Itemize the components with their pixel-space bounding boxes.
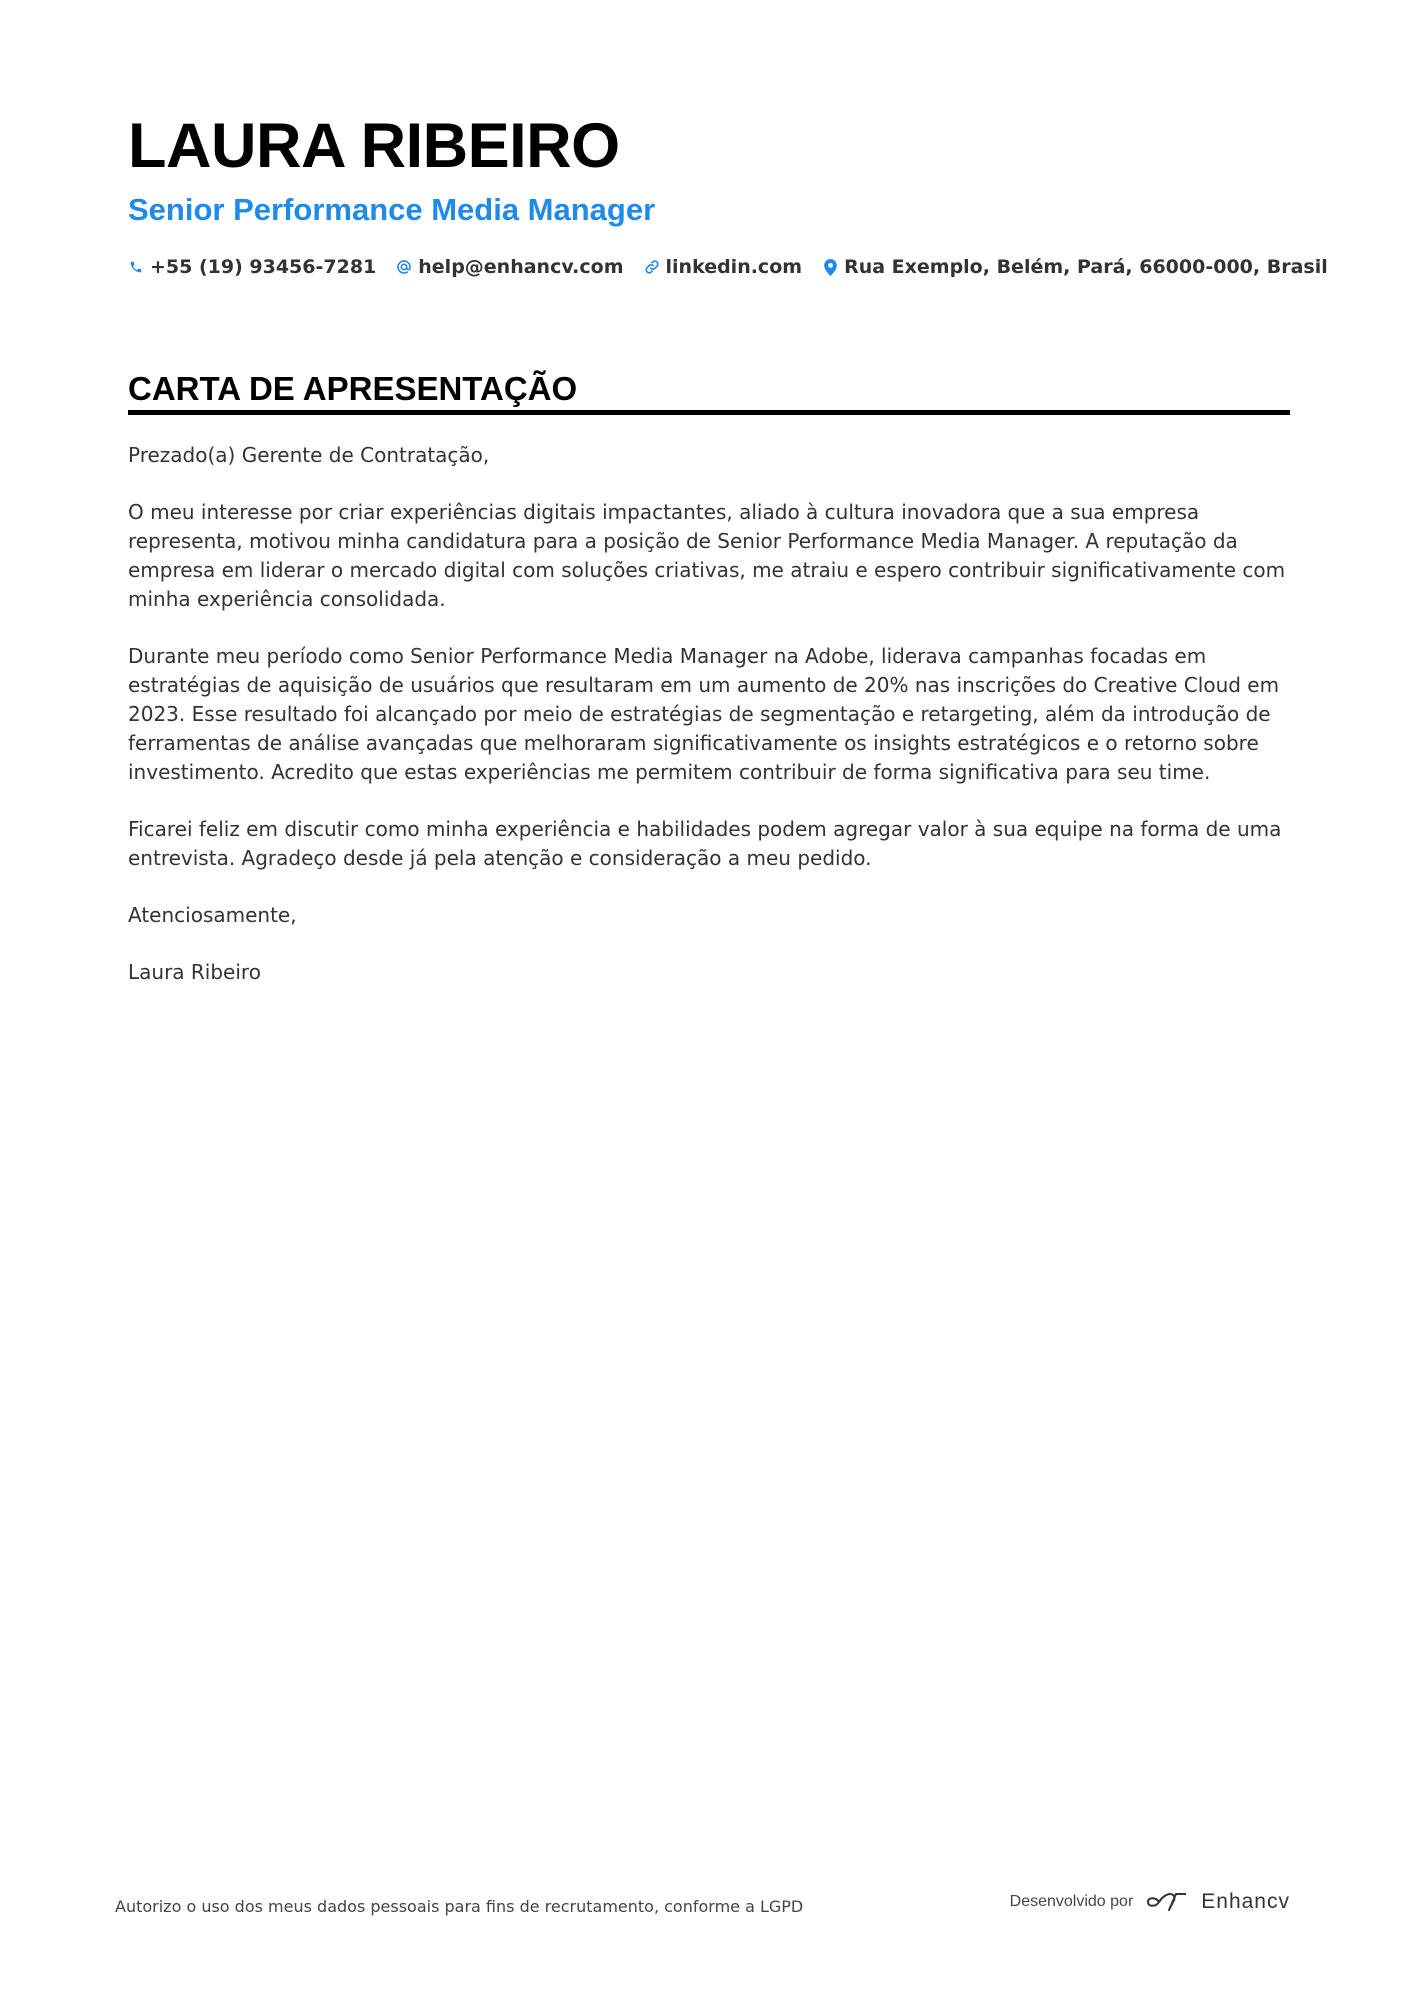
contact-linkedin[interactable] — [644, 254, 803, 280]
enhancv-logo-icon — [1145, 1891, 1191, 1913]
letter-closing: Atenciosamente, — [128, 903, 297, 927]
section-divider — [128, 410, 1290, 415]
contact-bar — [128, 254, 1328, 280]
contact-email[interactable] — [396, 254, 623, 280]
contact-email-text: help@enhancv.com — [418, 256, 624, 278]
section-title: CARTA DE APRESENTAÇÃO — [128, 370, 578, 407]
letter-paragraph: Durante meu período como Senior Performance Media Manager na Adobe, liderava campanhas focadas em estratégias de aquisição de usuários que resultaram em um aumento de 20% nas inscrições do Creative Cloud em 2023. Esse resultado foi alcançado por meio de estratégias de segmentação e retargeting, além da introdução de ferramentas de análise avançadas que melhoraram significativamente os insights estratégicos e o retorno sobre investimento. Acredito que estas experiências me permitem contribuir de forma significativa para seu time. — [128, 644, 1280, 784]
at-icon — [396, 258, 412, 276]
candidate-name: LAURA RIBEIRO — [128, 111, 620, 181]
contact-address-text: Rua Exemplo, Belém, Pará, 66000-000, Brasil — [844, 256, 1328, 278]
location-pin-icon — [822, 258, 838, 276]
link-icon — [644, 258, 660, 276]
contact-address — [822, 254, 1328, 280]
phone-icon — [128, 258, 144, 276]
contact-linkedin-text: linkedin.com — [665, 256, 803, 278]
enhancv-logo-text: Enhancv — [1201, 1890, 1290, 1913]
contact-phone-text: +55 (19) 93456-7281 — [150, 256, 377, 278]
letter-paragraph: Ficarei feliz em discutir como minha experiência e habilidades podem agregar valor à sua equipe na forma de uma entrevista. Agradeço desde já pela atenção e consideração a meu pedido. — [128, 817, 1282, 870]
letter-body — [128, 441, 1290, 1015]
contact-phone[interactable] — [128, 254, 376, 280]
letter-paragraph: O meu interesse por criar experiências digitais impactantes, aliado à cultura inovadora que a sua empresa representa, motivou minha candidatura para a posição de Senior Performance Media Manager. A reputação da empresa em liderar o mercado digital com soluções criativas, me atraiu e espero contribuir significativamente com minha experiência consolidada. — [128, 500, 1286, 611]
candidate-role: Senior Performance Media Manager — [128, 192, 656, 227]
footer-brand[interactable] — [1010, 1890, 1290, 1914]
footer-consent: Autorizo o uso dos meus dados pessoais para fins de recrutamento, conforme a LGPD — [115, 1897, 804, 1916]
letter-greeting: Prezado(a) Gerente de Contratação, — [128, 443, 490, 467]
letter-signature: Laura Ribeiro — [128, 960, 261, 984]
powered-by-label: Desenvolvido por — [1009, 1893, 1134, 1910]
